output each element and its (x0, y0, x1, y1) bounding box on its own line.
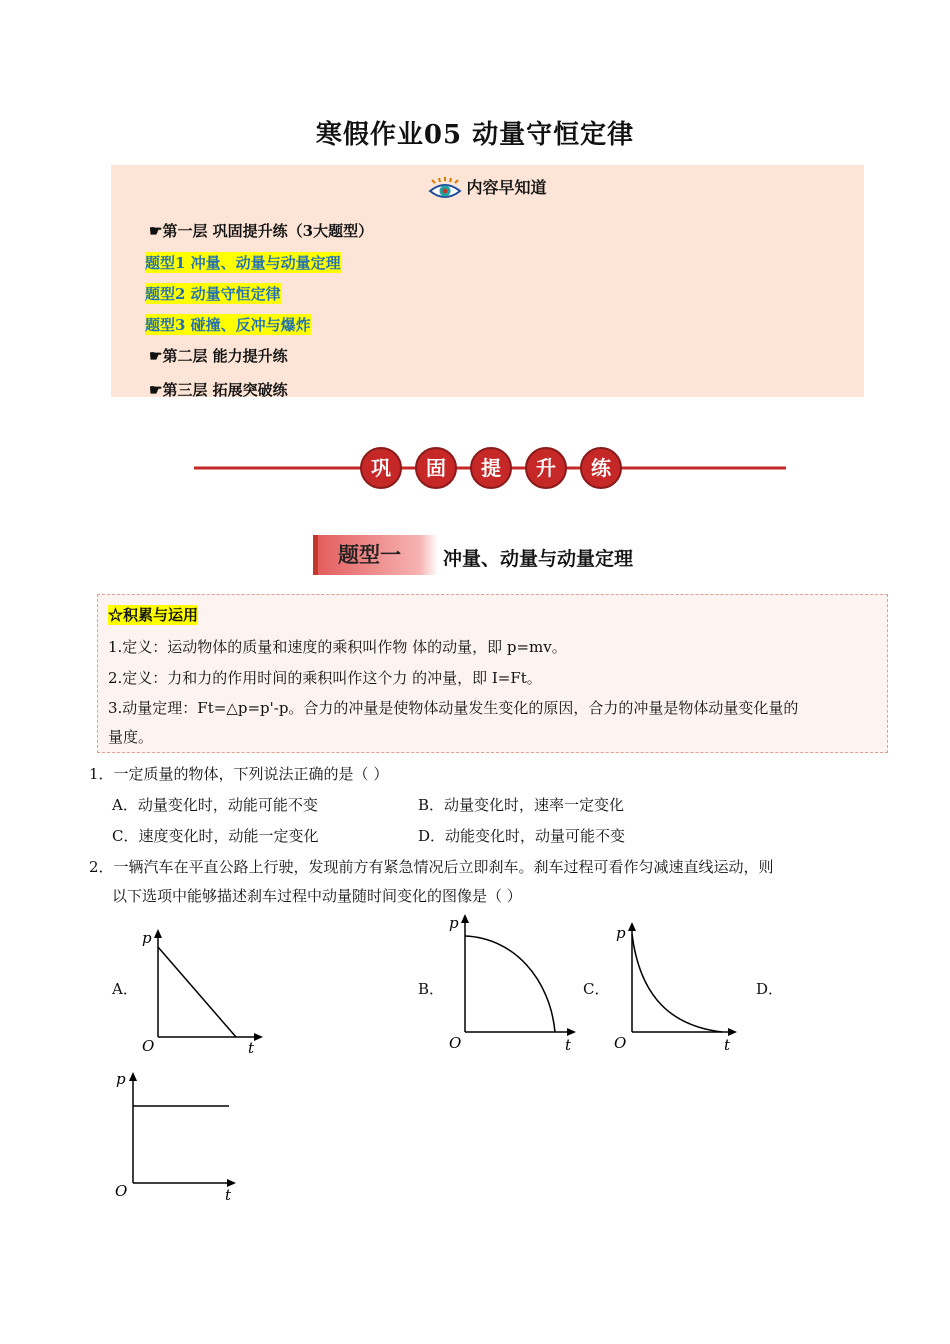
graph-c (612, 918, 742, 1055)
graph-d-label-t: t (225, 1186, 232, 1203)
section-tag: 题型一 (313, 535, 438, 575)
q1-option-c[interactable]: C．速度变化时，动能一定变化 (112, 827, 319, 845)
graph-d-label-o: O (115, 1182, 128, 1200)
eye-icon (428, 177, 462, 201)
graph-b-label-o: O (449, 1034, 462, 1052)
toc-layer-3[interactable]: ☛第三层 拓展突破练 (149, 381, 288, 399)
q1-option-d[interactable]: D．动能变化时，动量可能不变 (418, 827, 626, 845)
toc-type-1-link[interactable]: 题型1 冲量、动量与动量定理 (145, 254, 341, 272)
graph-a-label-p: p (142, 929, 152, 947)
notes-line-3: 3.动量定理：Ft=△p=p'-p。合力的冲量是使物体动量发生变化的原因，合力的冲量是物体动量变化量的 (108, 699, 799, 717)
graph-b-label-t: t (565, 1036, 572, 1054)
graph-a-curve (158, 947, 236, 1037)
graph-c-label-t: t (724, 1036, 731, 1054)
q2-label-a[interactable]: A． (112, 980, 138, 998)
notes-line-4: 量度。 (108, 728, 154, 746)
graph-d-p-arrow (129, 1072, 137, 1081)
toc-type-3-link[interactable]: 题型3 碰撞、反冲与爆炸 (145, 316, 311, 334)
banner-char-1: 巩 (371, 456, 391, 480)
notes-line-2: 2.定义：力和力的作用时间的乘积叫作这个力 的冲量，即 I=Ft。 (108, 669, 542, 687)
page-title: 寒假作业05 动量守恒定律 (315, 120, 635, 150)
q1-option-b[interactable]: B．动量变化时，速率一定变化 (418, 796, 625, 814)
graph-b-t-arrow (567, 1028, 576, 1036)
graph-c-t-arrow (728, 1028, 737, 1036)
banner-graphic (194, 446, 786, 490)
notes-box (97, 594, 888, 753)
graph-a-label-o: O (142, 1037, 155, 1055)
graph-c-curve (632, 934, 722, 1032)
toc-box (111, 165, 864, 397)
toc-heading-text: 内容早知道 (466, 178, 547, 197)
section-title: 冲量、动量与动量定理 (443, 548, 634, 570)
toc-type-2-link[interactable]: 题型2 动量守恒定律 (145, 285, 281, 303)
banner-char-4: 升 (536, 456, 556, 480)
graph-b-p-arrow (461, 914, 469, 923)
graph-a-p-arrow (154, 929, 162, 938)
toc-layer-2[interactable]: ☛第二层 能力提升练 (149, 347, 288, 365)
toc-heading (111, 175, 864, 201)
graph-d-label-p: p (116, 1070, 126, 1088)
q2-label-c[interactable]: C． (583, 980, 610, 998)
banner-char-2: 固 (426, 456, 446, 480)
q1-option-a[interactable]: A．动量变化时，动能可能不变 (112, 796, 318, 814)
graph-b-label-p: p (449, 914, 459, 932)
q2-label-d[interactable]: D． (756, 980, 784, 998)
graph-c-label-p: p (616, 924, 626, 942)
toc-layer-1[interactable]: ☛第一层 巩固提升练（3大题型） (149, 222, 374, 240)
graph-c-label-o: O (614, 1034, 627, 1052)
section-banner (194, 446, 786, 490)
notes-header: ☆积累与运用 (108, 606, 199, 624)
graph-a-label-t: t (248, 1039, 255, 1055)
q2-stem-line-1: 2．一辆汽车在平直公路上行驶，发现前方有紧急情况后立即刹车。刹车过程可看作匀减速直线运动，则 (89, 858, 774, 876)
graph-c-p-arrow (628, 922, 636, 931)
q1-stem: 1．一定质量的物体，下列说法正确的是（ ） (89, 765, 389, 783)
graph-a-t-arrow (254, 1033, 263, 1041)
graph-d (113, 1068, 243, 1203)
q2-stem-line-2: 以下选项中能够描述刹车过程中动量随时间变化的图像是（ ） (112, 887, 522, 905)
q2-label-b[interactable]: B． (418, 980, 445, 998)
graph-b-curve (465, 936, 555, 1032)
banner-char-5: 练 (591, 456, 611, 480)
graph-a (138, 925, 268, 1055)
banner-char-3: 提 (481, 456, 501, 480)
graph-b (445, 910, 580, 1055)
notes-line-1: 1.定义：运动物体的质量和速度的乘积叫作物 体的动量，即 p=mv。 (108, 638, 567, 656)
